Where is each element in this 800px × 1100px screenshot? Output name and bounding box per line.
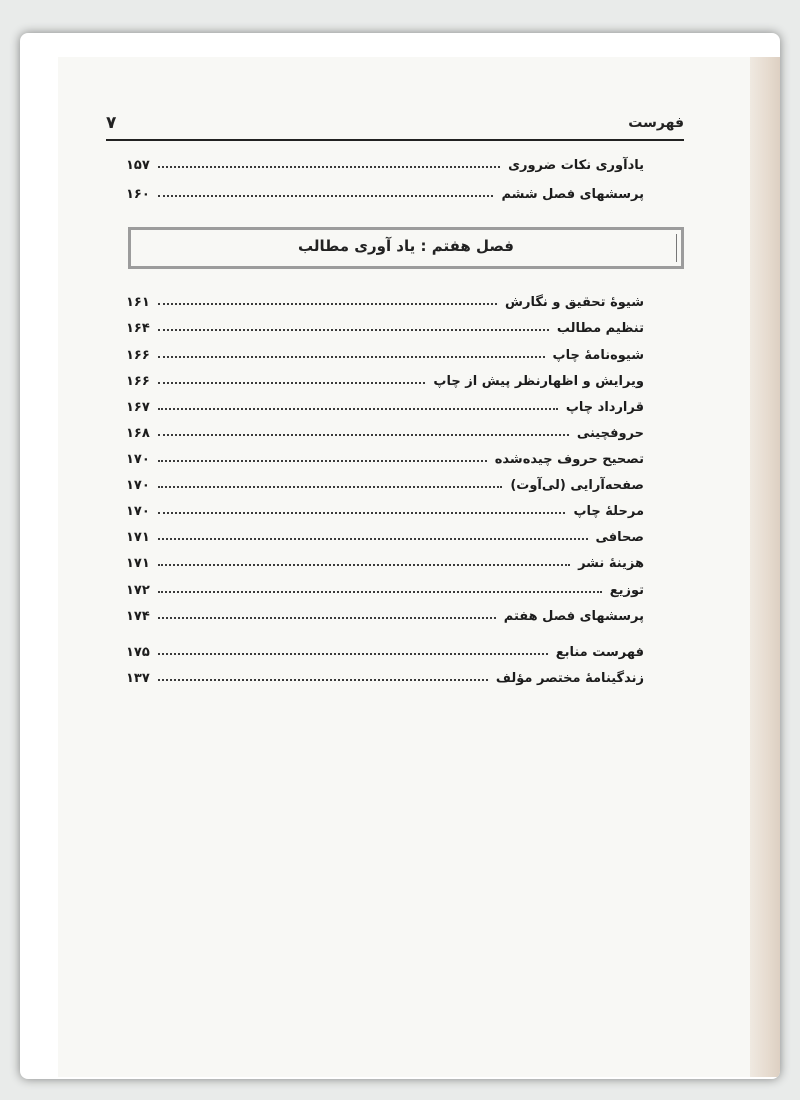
toc-entry [126,549,644,571]
toc-entry-label: تنظیم مطالب [556,321,644,336]
toc-entry-label: شیوه‌نامهٔ چاپ [552,348,644,363]
dot-leader [158,538,588,540]
toc-entry-label: شیوهٔ تحقیق و نگارش [505,295,644,310]
header-title: فهرست [628,115,684,131]
toc-entry-label: زندگینامهٔ مختصر مؤلف [495,671,644,686]
toc-entry-page: ۱۶۸ [126,426,150,441]
toc-entry-label: مرحلهٔ چاپ [573,504,644,519]
dot-leader [158,408,558,410]
toc-entry [126,341,644,363]
dot-leader [158,460,487,462]
dot-leader [158,617,496,619]
toc-entry [126,664,644,686]
toc-entry-page: ۱۷۱ [126,530,150,545]
toc-entry-label: صحافی [595,530,644,545]
toc-entry-page: ۱۶۴ [126,321,150,336]
dot-leader [158,679,488,681]
dot-leader [158,564,570,566]
dot-leader [158,653,548,655]
dot-leader [158,329,549,331]
dot-leader [158,356,545,358]
toc-entry-page: ۱۶۶ [126,374,150,389]
toc-entry [126,638,644,660]
toc-entry [126,497,644,519]
toc-entry-label: تصحیح حروف چیده‌شده [494,452,644,467]
toc-entry [126,523,644,545]
toc-entry-page: ۱۶۱ [126,295,150,310]
toc-entry-page: ۱۶۰ [126,187,150,202]
toc-entry [126,576,644,598]
toc-entry [126,288,644,310]
toc-entry [126,419,644,441]
dot-leader [158,512,565,514]
toc-entry-label: فهرست منابع [555,645,644,660]
toc-entry [126,602,644,624]
chapter-heading-box [128,227,684,269]
toc-entry-label: حروفچینی [576,426,644,441]
toc-entry [126,151,644,173]
toc-entry [126,471,644,493]
toc-entry [126,393,644,415]
toc-entry-label: ویرایش و اظهارنظر پیش از چاپ [433,374,644,389]
toc-entry-page: ۱۵۷ [126,158,150,173]
page-edge [750,57,780,1077]
toc-entry-page: ۱۶۷ [126,400,150,415]
toc-entry-page: ۱۷۰ [126,478,150,493]
toc-entry-page: ۱۷۰ [126,504,150,519]
dot-leader [158,195,493,197]
chapter-title: فصل هفتم : یاد آوری مطالب [297,237,515,255]
toc-entry-label: صفحه‌آرایی (لی‌آوت) [510,478,644,493]
toc-entry-label: پرسشهای فصل هفتم [503,609,644,624]
dot-leader [158,486,502,488]
toc-entry-page: ۱۳۷ [126,671,150,686]
toc-entry-label: توزیع [609,583,644,598]
toc-entry-page: ۱۷۰ [126,452,150,467]
header-page-number: ۷ [106,113,117,133]
toc-entry-page: ۱۷۲ [126,583,150,598]
toc-entry [126,445,644,467]
toc-entry-label: پرسشهای فصل ششم [501,187,644,202]
toc-entry-page: ۱۶۶ [126,348,150,363]
toc-entry [126,367,644,389]
dot-leader [158,382,425,384]
dot-leader [158,591,602,593]
toc-entry-page: ۱۷۴ [126,609,150,624]
dot-leader [158,166,500,168]
dot-leader [158,303,497,305]
toc-entry-page: ۱۷۱ [126,556,150,571]
toc-entry-label: یادآوری نکات ضروری [508,158,644,173]
toc-entry-label: قرارداد چاپ [565,400,644,415]
dot-leader [158,434,569,436]
page-header [106,113,684,141]
toc-entry [126,180,644,202]
toc-entry [126,314,644,336]
toc-entry-page: ۱۷۵ [126,645,150,660]
toc-entry-label: هزینهٔ نشر [578,556,644,571]
